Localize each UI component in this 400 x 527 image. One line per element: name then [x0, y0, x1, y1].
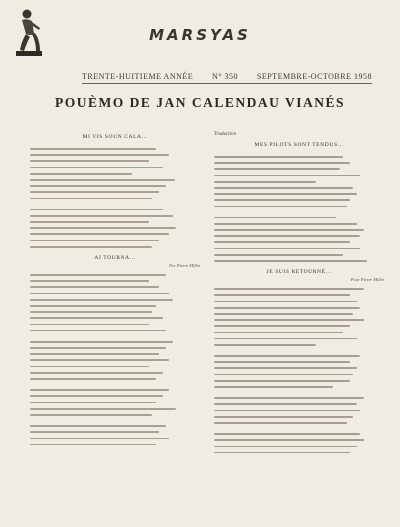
verse-line: [30, 376, 200, 382]
poem-stanza: [30, 146, 200, 202]
verse-line: [30, 244, 200, 250]
poem-dedication: Pour Pierre Millet: [350, 277, 384, 283]
poem-stanza: [214, 353, 384, 390]
poem-stanza: [214, 215, 384, 265]
poem-section-title: AI TOURNA...: [94, 255, 136, 261]
verse-line: [30, 196, 200, 202]
poem-stanza: [214, 154, 384, 210]
poem-dedication: Per Pierre Millet: [169, 263, 200, 268]
poem-stanza: [214, 286, 384, 348]
verse-line: [214, 450, 384, 456]
poem-stanza: [30, 207, 200, 250]
verse-line: [214, 204, 384, 210]
poem-stanza: [30, 272, 200, 334]
verse-line: [214, 384, 384, 390]
poem-stanza: [214, 431, 384, 456]
verse-line: [214, 258, 384, 264]
masthead-title: MARSYAS: [149, 26, 251, 44]
issue-number: N° 350: [212, 72, 239, 81]
issue-date: SEPTEMBRE-OCTOBRE 1958: [256, 72, 372, 81]
poem-stanza: [30, 387, 200, 418]
poem-stanza: [214, 395, 384, 426]
verse-line: [214, 342, 384, 348]
verse-line: [30, 412, 200, 418]
french-translation-column: [214, 140, 384, 461]
verse-line: [30, 442, 200, 448]
article-title: POUÈMO DE JAN CALENDAU VIANÉS: [54, 95, 346, 110]
poem-section-title: MI VIS SOUN CALA...: [82, 134, 148, 140]
verse-line: [30, 328, 200, 334]
issue-info-bar: [82, 72, 372, 84]
issue-year: TRENTE-HUITIEME ANNÉE: [82, 72, 194, 81]
translation-label: Traduction: [214, 132, 236, 137]
provencal-column: [30, 132, 200, 453]
poem-stanza: [30, 423, 200, 448]
poem-section-title: MES PILOTS SONT TENDUS...: [254, 142, 344, 148]
poem-stanza: [30, 339, 200, 382]
verse-line: [214, 420, 384, 426]
poem-section-title: JE SUIS RETOURNÉ...: [266, 269, 332, 276]
